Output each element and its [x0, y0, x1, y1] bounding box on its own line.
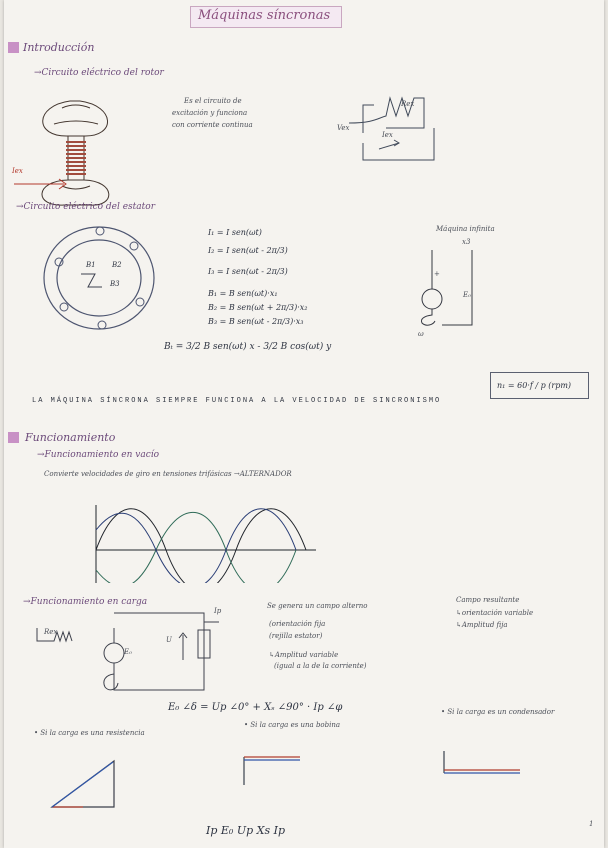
- result-note-3: ↳Amplitud fija: [456, 621, 508, 629]
- eq-b3: B₃ = B sen(ωt - 2π/3)·x₃: [208, 317, 304, 326]
- carga-note-4: ↳Amplitud variable: [269, 651, 339, 659]
- section-marker-func: [8, 432, 19, 443]
- b1-label: B1: [86, 261, 96, 269]
- x3-label: x3: [462, 238, 471, 246]
- capacitor-label: • Si la carga es un condensador: [441, 708, 555, 716]
- subsection-rotor: →Circuito eléctrico del rotor: [34, 68, 164, 78]
- section-marker-intro: [8, 42, 19, 53]
- infinite-machine-diagram: [412, 235, 502, 335]
- main-equation: E₀ ∠δ = Up ∠0° + Xₛ ∠90° · Ip ∠φ: [168, 702, 343, 713]
- carga-note-1: Se genera un campo alterno: [267, 602, 368, 610]
- b3-label: B3: [110, 280, 120, 288]
- three-phase-wave-chart: [86, 495, 316, 583]
- e0-load-label: E₀: [124, 648, 132, 656]
- eq-b2: B₂ = B sen(ωt + 2π/3)·x₂: [208, 303, 308, 312]
- plus-label: +: [434, 270, 440, 278]
- sync-note: LA MÁQUINA SÍNCRONA SIEMPRE FUNCIONA A LA VELOCIDAD DE SINCRONISMO: [32, 397, 442, 405]
- section-func: Funcionamiento: [25, 431, 116, 444]
- vacio-desc: Convierte velocidades de giro en tensiones trifásicas →ALTERNADOR: [44, 470, 292, 478]
- ip-load-label: Ip: [214, 607, 222, 615]
- eq-i1: I₁ = I sen(ωt): [208, 228, 262, 237]
- bottom-variables: Ip E₀ Up Xs Ip: [206, 824, 285, 837]
- carga-note-5: (igual a la de la corriente): [274, 662, 367, 670]
- stator-ring-diagram: [34, 218, 164, 340]
- rotor-note-1: Es el circuito de: [184, 97, 242, 105]
- rex-load-label: Rex: [44, 628, 58, 636]
- result-note-2: ↳orientación variable: [456, 609, 534, 617]
- eq-i2: I₂ = I sen(ωt - 2π/3): [208, 246, 288, 255]
- carga-note-2: (orientación fija: [269, 620, 326, 628]
- rotor-diagram: [4, 88, 604, 206]
- resistive-label: • Si la carga es una resistencia: [34, 729, 145, 737]
- rotor-note-2: excitación y funciona: [172, 109, 248, 117]
- phasor-diagrams: [44, 735, 604, 815]
- u-load-label: U: [166, 636, 172, 644]
- carga-note-3: (rejilla estator): [269, 632, 323, 640]
- sync-formula: n₁ = 60·f / p (rpm): [497, 381, 572, 390]
- load-circuit-diagram: [29, 610, 249, 698]
- notes-page: [4, 0, 604, 848]
- eq-i3: I₃ = I sen(ωt - 2π/3): [208, 267, 288, 276]
- rotor-note-3: con corriente continua: [172, 121, 253, 129]
- coil-label: • Si la carga es una bobina: [244, 721, 341, 729]
- subsection-carga: →Funcionamiento en carga: [23, 597, 148, 607]
- e0-label: E₀: [463, 291, 471, 299]
- omega-label: ω: [418, 330, 424, 338]
- page-title: Máquinas síncronas: [198, 8, 331, 23]
- infinite-machine-label: Máquina infinita: [436, 225, 495, 233]
- iex-label: Iex: [12, 167, 23, 175]
- eq-bt: Bₜ = 3/2 B sen(ωt) x - 3/2 B cos(ωt) y: [164, 342, 332, 352]
- subsection-stator: →Circuito eléctrico del estator: [16, 202, 155, 212]
- b2-label: B2: [112, 261, 122, 269]
- vex-label: Vex: [337, 124, 350, 132]
- subsection-vacio: →Funcionamiento en vacío: [37, 450, 160, 460]
- rex-label: Rex: [401, 100, 415, 108]
- eq-b1: B₁ = B sen(ωt)·x₁: [208, 289, 278, 298]
- page-number: 1: [589, 820, 594, 828]
- result-note-1: Campo resultante: [456, 596, 520, 604]
- iex-label-right: Iex: [382, 131, 393, 139]
- section-intro: Introducción: [23, 41, 95, 54]
